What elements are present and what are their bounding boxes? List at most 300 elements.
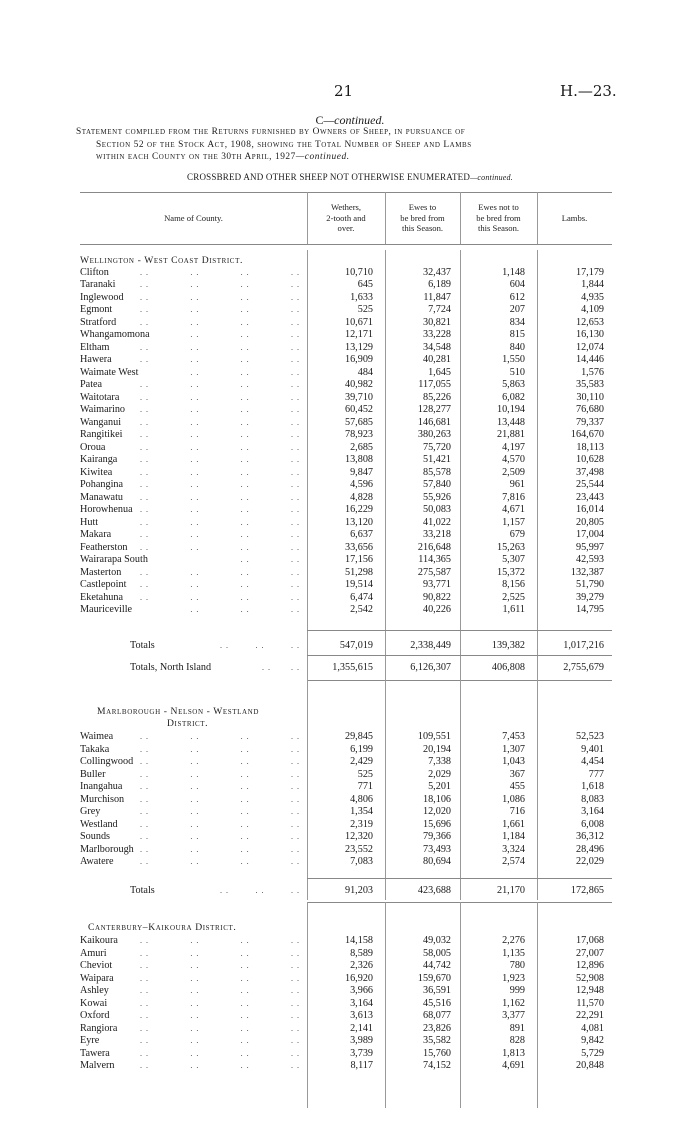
county-name: Murchison <box>80 793 125 805</box>
county-name: Totals <box>130 885 155 896</box>
leader-dots <box>140 567 300 579</box>
leader-dots <box>140 781 300 793</box>
table-row <box>0 1048 700 1060</box>
lambs-value: 35,583 <box>575 379 604 390</box>
ewes-not-bred-value: 5,307 <box>502 554 525 565</box>
table-row <box>0 731 700 743</box>
ewes-not-bred-value: 6,082 <box>502 391 525 403</box>
county-name: Pohangina <box>80 479 124 490</box>
ewes-not-bred-value: 1,162 <box>502 997 525 1009</box>
lambs-value: 39,279 <box>575 591 604 603</box>
county-name: Waimate West <box>80 366 139 378</box>
leader-dot-group: . . <box>290 530 300 539</box>
ewes-bred-value: 12,020 <box>422 806 451 817</box>
leader-dot-group: . . <box>240 948 250 958</box>
ewes-bred-value: 23,826 <box>422 1022 451 1034</box>
leader-dot-group: . . <box>290 819 300 829</box>
district-heading: Wellington - West Coast District. <box>80 255 243 266</box>
ewes-not-bred-value: 15,263 <box>496 541 525 553</box>
leader-dot-group: . . <box>190 405 200 414</box>
table-row <box>0 794 700 806</box>
header-line: Name of County. <box>164 212 223 223</box>
table-row <box>0 492 700 504</box>
leader-dot-group: . . <box>240 342 250 352</box>
leader-dot-group: . . <box>190 467 200 477</box>
leader-dot-group: . . <box>240 832 250 841</box>
totals-top-rule <box>307 878 612 879</box>
header-bottom-rule <box>80 244 612 245</box>
county-name: Horowhenua <box>80 504 133 515</box>
wethers-value: 6,199 <box>350 743 373 755</box>
wethers-value: 3,164 <box>350 997 373 1009</box>
ewes-bred-value: 35,582 <box>422 1035 451 1046</box>
table-row <box>0 756 700 768</box>
header-line: 2-tooth and <box>326 212 366 223</box>
wethers-value: 78,923 <box>344 429 373 440</box>
leader-dots <box>140 744 300 756</box>
leader-dot-group: . . <box>290 732 300 741</box>
ewes-bred-value: 73,493 <box>422 843 451 855</box>
leader-dot-group: . . <box>240 567 250 577</box>
ewes-bred-value: 423,688 <box>417 885 451 896</box>
ewes-bred-value: 44,742 <box>422 960 451 971</box>
grand-total-top-rule <box>307 655 612 656</box>
lambs-value: 14,446 <box>575 354 604 365</box>
lambs-value: 6,008 <box>581 818 604 830</box>
ewes-bred-value: 33,218 <box>422 529 451 540</box>
wethers-value: 8,589 <box>350 947 373 959</box>
table-row <box>0 442 700 454</box>
ewes-not-bred-value: 1,661 <box>502 818 525 830</box>
leader-dot-group: . . <box>240 455 250 464</box>
leader-dot-group: . . <box>240 392 250 402</box>
leader-dot-group: . . <box>140 857 149 866</box>
leader-dot-group: . . <box>240 1048 250 1058</box>
ewes-not-bred-value: 604 <box>509 279 525 290</box>
wethers-value: 12,171 <box>344 329 373 340</box>
table-row <box>0 329 700 341</box>
wethers-value: 1,633 <box>350 291 373 303</box>
ewes-bred-value: 275,587 <box>417 566 451 578</box>
leader-dot-group: . . <box>290 807 300 816</box>
leader-dot-group: . . <box>240 844 250 854</box>
leader-dot-group: . . <box>240 292 250 302</box>
wethers-value: 2,429 <box>350 756 373 767</box>
table-row <box>0 417 700 429</box>
ewes-not-bred-value: 13,448 <box>496 416 525 428</box>
leader-dot-group: . . <box>255 641 265 650</box>
table-row <box>0 948 700 960</box>
leader-dots <box>140 769 300 781</box>
leader-dot-group: . . <box>290 392 300 402</box>
ewes-bred-value: 58,005 <box>422 947 451 959</box>
table-row <box>0 342 700 354</box>
leader-dots <box>140 1035 300 1047</box>
ewes-not-bred-value: 1,184 <box>502 831 525 842</box>
leader-dot-group: . . <box>140 442 149 452</box>
county-name: Waipara <box>80 972 114 984</box>
leader-dot-group: . . <box>290 317 300 327</box>
leader-dot-group: . . <box>290 948 300 958</box>
ewes-not-bred-value: 679 <box>509 529 525 540</box>
ewes-not-bred-value: 612 <box>509 291 525 303</box>
leader-dot-group: . . <box>290 1011 300 1020</box>
leader-dot-group: . . <box>190 1048 200 1058</box>
ewes-not-bred-value: 3,377 <box>502 1010 525 1021</box>
section-letter: C <box>315 113 324 127</box>
leader-dots <box>140 1023 300 1035</box>
leader-dot-group: . . <box>290 769 300 779</box>
ewes-not-bred-value: 4,570 <box>502 454 525 465</box>
leader-dot-group: . . <box>190 530 200 539</box>
ewes-bred-value: 15,760 <box>422 1047 451 1059</box>
column-divider <box>385 250 386 680</box>
table-row <box>0 781 700 793</box>
leader-dot-group: . . <box>140 1023 149 1033</box>
leader-dots <box>140 948 300 960</box>
leader-dot-group: . . <box>140 505 149 514</box>
leader-dot-group: . . <box>290 380 300 389</box>
leader-dot-group: . . <box>290 267 300 277</box>
ewes-not-bred-value: 367 <box>509 768 525 780</box>
table-row <box>0 744 700 756</box>
category-suffix: —continued. <box>470 173 513 182</box>
leader-dot-group: . . <box>240 430 250 439</box>
statement-line-3 <box>76 151 616 164</box>
header-column-divider <box>385 192 386 244</box>
leader-dot-group: . . <box>240 592 250 602</box>
page-number: 21 <box>334 82 354 100</box>
wethers-value: 16,909 <box>344 354 373 365</box>
lambs-value: 28,496 <box>575 843 604 855</box>
wethers-value: 60,452 <box>344 404 373 415</box>
table-row <box>0 1023 700 1035</box>
leader-dot-group: . . <box>290 986 300 995</box>
district-heading: Marlborough - Nelson - Westland <box>97 706 259 717</box>
wethers-value: 40,982 <box>344 379 373 390</box>
leader-dot-group: . . <box>290 782 300 791</box>
leader-dot-group: . . <box>240 530 250 539</box>
leader-dots <box>140 731 300 743</box>
header-column-divider <box>460 192 461 244</box>
ewes-bred-value: 41,022 <box>422 516 451 528</box>
ewes-bred-value: 146,681 <box>417 416 451 428</box>
ewes-bred-value: 80,694 <box>422 856 451 867</box>
ewes-not-bred-value: 1,307 <box>502 743 525 755</box>
county-name: Malvern <box>80 1060 115 1071</box>
leader-dot-group: . . <box>290 794 300 804</box>
column-divider <box>537 250 538 680</box>
leader-dot-group: . . <box>140 317 149 327</box>
table-row <box>0 392 700 404</box>
leader-dot-group: . . <box>290 757 300 766</box>
wethers-value: 2,542 <box>350 604 373 615</box>
leader-dot-group: . . <box>240 857 250 866</box>
ewes-bred-value: 7,338 <box>428 756 451 767</box>
county-name: Waitotara <box>80 391 120 403</box>
leader-dot-group: . . <box>290 542 300 552</box>
lambs-value: 27,007 <box>575 947 604 959</box>
table-row <box>0 604 700 616</box>
leader-dot-group: . . <box>140 986 149 995</box>
column-divider <box>460 250 461 680</box>
leader-dots <box>140 756 300 768</box>
leader-dot-group: . . <box>190 592 200 602</box>
county-name: Westland <box>80 818 118 830</box>
leader-dot-group: . . <box>240 782 250 791</box>
wethers-value: 8,117 <box>350 1060 373 1071</box>
leader-dot-group: . . <box>220 886 229 895</box>
ewes-bred-value: 75,720 <box>422 441 451 453</box>
lambs-value: 42,593 <box>575 554 604 565</box>
table-row <box>0 819 700 831</box>
table-row <box>0 769 700 781</box>
ewes-not-bred-value: 815 <box>509 329 525 340</box>
leader-dot-group: . . <box>140 948 149 958</box>
table-row <box>0 844 700 856</box>
leader-dot-group: . . <box>240 517 250 527</box>
leader-dots <box>140 367 300 379</box>
ewes-bred-value: 109,551 <box>417 731 451 742</box>
lambs-value: 20,848 <box>575 1060 604 1071</box>
table-row <box>0 1035 700 1047</box>
leader-dot-group: . . <box>140 998 149 1008</box>
leader-dots <box>140 279 300 291</box>
leader-dots <box>140 429 300 441</box>
leader-dot-group: . . <box>140 936 149 945</box>
ewes-not-bred-value: 15,372 <box>496 566 525 578</box>
leader-dot-group: . . <box>290 844 300 854</box>
ewes-bred-value: 79,366 <box>422 831 451 842</box>
ewes-not-bred-value: 7,453 <box>502 731 525 742</box>
ewes-bred-value: 18,106 <box>422 793 451 805</box>
leader-dot-group: . . <box>140 305 149 314</box>
lambs-value: 52,908 <box>575 972 604 984</box>
table-row <box>0 592 700 604</box>
statement-suffix: —continued. <box>295 152 350 162</box>
leader-dot-group: . . <box>190 782 200 791</box>
leader-dot-group: . . <box>240 1036 250 1045</box>
leader-dot-group: . . <box>290 405 300 414</box>
table-row <box>0 985 700 997</box>
table-row <box>0 542 700 554</box>
wethers-value: 12,320 <box>344 831 373 842</box>
leader-dots <box>140 517 300 529</box>
leader-dot-group: . . <box>240 973 250 983</box>
ewes-not-bred-value: 999 <box>509 985 525 996</box>
header-wethers <box>307 202 385 234</box>
county-name: Waimarino <box>80 404 126 415</box>
leader-dot-group: . . <box>290 342 300 352</box>
leader-dots <box>140 960 300 972</box>
ewes-bred-value: 159,670 <box>417 972 451 984</box>
leader-dot-group: . . <box>190 292 200 302</box>
county-name: Tawera <box>80 1047 110 1059</box>
lambs-value: 4,081 <box>581 1022 604 1034</box>
leader-dot-group: . . <box>290 592 300 602</box>
leader-dot-group: . . <box>290 367 300 377</box>
table-row <box>0 998 700 1010</box>
leader-dot-group: . . <box>190 732 200 741</box>
ewes-not-bred-value: 1,611 <box>502 604 525 615</box>
leader-dots <box>140 304 300 316</box>
leader-dots <box>220 640 300 652</box>
leader-dots <box>140 392 300 404</box>
category-text: CROSSBRED AND OTHER SHEEP NOT OTHERWISE ENUMERATED <box>187 172 471 182</box>
wethers-value: 13,129 <box>344 341 373 353</box>
wethers-value: 525 <box>357 304 373 315</box>
table-row <box>0 267 700 279</box>
header-line: be bred from <box>476 212 521 223</box>
ewes-bred-value: 50,083 <box>422 504 451 515</box>
leader-dot-group: . . <box>140 405 149 414</box>
header-lambs <box>537 213 612 224</box>
leader-dot-group: . . <box>140 1048 149 1058</box>
ewes-not-bred-value: 840 <box>509 341 525 353</box>
leader-dots <box>140 819 300 831</box>
leader-dot-group: . . <box>190 769 200 779</box>
wethers-value: 3,989 <box>350 1035 373 1046</box>
leader-dot-group: . . <box>140 832 149 841</box>
leader-dot-group: . . <box>140 542 149 552</box>
ewes-bred-value: 49,032 <box>422 935 451 946</box>
leader-dot-group: . . <box>190 807 200 816</box>
wethers-value: 4,828 <box>350 491 373 503</box>
leader-dot-group: . . <box>240 542 250 552</box>
ewes-not-bred-value: 8,156 <box>502 579 525 590</box>
lambs-value: 10,628 <box>575 454 604 465</box>
ewes-not-bred-value: 1,923 <box>502 972 525 984</box>
county-name: Amuri <box>80 947 107 959</box>
leader-dot-group: . . <box>190 1011 200 1020</box>
leader-dot-group: . . <box>240 280 250 289</box>
leader-dot-group: . . <box>190 355 200 364</box>
wethers-value: 1,355,615 <box>332 662 373 673</box>
leader-dots <box>140 604 300 616</box>
table-row <box>0 973 700 985</box>
leader-dot-group: . . <box>240 794 250 804</box>
county-name: Patea <box>80 379 103 390</box>
leader-dot-group: . . <box>190 280 200 289</box>
ewes-bred-value: 40,226 <box>422 604 451 615</box>
lambs-value: 4,935 <box>581 291 604 303</box>
ewes-bred-value: 45,516 <box>422 997 451 1009</box>
lambs-value: 9,401 <box>581 743 604 755</box>
county-name: Rangiora <box>80 1022 118 1034</box>
ewes-not-bred-value: 139,382 <box>491 640 525 651</box>
wethers-value: 484 <box>357 366 373 378</box>
wethers-value: 9,847 <box>350 466 373 478</box>
ewes-not-bred-value: 5,863 <box>502 379 525 390</box>
leader-dots <box>140 467 300 479</box>
ewes-bred-value: 68,077 <box>422 1010 451 1021</box>
leader-dot-group: . . <box>240 505 250 514</box>
table-row <box>0 960 700 972</box>
leader-dot-group: . . <box>290 505 300 514</box>
lambs-value: 17,068 <box>575 935 604 946</box>
leader-dot-group: . . <box>240 467 250 477</box>
wethers-value: 1,354 <box>350 806 373 817</box>
leader-dot-group: . . <box>140 732 149 741</box>
leader-dot-group: . . <box>190 505 200 514</box>
leader-dot-group: . . <box>140 492 149 502</box>
table-row <box>0 504 700 516</box>
leader-dot-group: . . <box>190 794 200 804</box>
lambs-value: 4,109 <box>581 304 604 315</box>
leader-dot-group: . . <box>290 355 300 364</box>
header-line: this Season. <box>401 223 444 234</box>
leader-dot-group: . . <box>140 517 149 527</box>
ewes-not-bred-value: 4,691 <box>502 1060 525 1071</box>
leader-dot-group: . . <box>140 480 149 489</box>
leader-dot-group: . . <box>140 592 149 602</box>
leader-dot-group: . . <box>140 467 149 477</box>
leader-dot-group: . . <box>240 819 250 829</box>
lambs-value: 5,729 <box>581 1047 604 1059</box>
ewes-not-bred-value: 4,197 <box>502 441 525 453</box>
county-name: Featherston <box>80 541 128 553</box>
leader-dot-group: . . <box>140 292 149 302</box>
leader-dots <box>220 885 300 897</box>
county-name: Eltham <box>80 341 110 353</box>
leader-dot-group: . . <box>140 417 149 427</box>
leader-dot-group: . . <box>290 1048 300 1058</box>
table-row <box>0 354 700 366</box>
leader-dot-group: . . <box>240 355 250 364</box>
county-name: Grey <box>80 806 101 817</box>
leader-dot-group: . . <box>190 267 200 277</box>
ewes-not-bred-value: 406,808 <box>491 662 525 673</box>
leader-dot-group: . . <box>240 492 250 502</box>
leader-dot-group: . . <box>255 886 265 895</box>
leader-dots <box>140 404 300 416</box>
leader-dot-group: . . <box>240 267 250 277</box>
wethers-value: 57,685 <box>344 416 373 428</box>
table-row <box>0 856 700 868</box>
ewes-bred-value: 55,926 <box>422 491 451 503</box>
leader-dot-group: . . <box>290 517 300 527</box>
leader-dot-group: . . <box>190 986 200 995</box>
leader-dots <box>140 935 300 947</box>
county-name: Inglewood <box>80 291 124 303</box>
wethers-value: 525 <box>357 768 373 780</box>
ewes-bred-value: 33,228 <box>422 329 451 340</box>
county-name: Mauriceville <box>80 604 133 615</box>
county-name: Inangahua <box>80 781 123 792</box>
wethers-value: 6,474 <box>350 591 373 603</box>
table-row <box>0 579 700 591</box>
lambs-value: 172,865 <box>570 885 604 896</box>
wethers-value: 14,158 <box>344 935 373 946</box>
leader-dot-group: . . <box>190 605 200 614</box>
north-island-totals-row <box>0 662 700 674</box>
ewes-bred-value: 1,645 <box>428 366 451 378</box>
ewes-bred-value: 20,194 <box>422 743 451 755</box>
leader-dot-group: . . <box>190 961 200 970</box>
leader-dot-group: . . <box>190 492 200 502</box>
table-row <box>0 1060 700 1072</box>
leader-dot-group: . . <box>240 961 250 970</box>
leader-dot-group: . . <box>290 936 300 945</box>
wethers-value: 10,671 <box>344 316 373 328</box>
county-name: Kowai <box>80 997 108 1009</box>
table-row <box>0 304 700 316</box>
table-row <box>0 567 700 579</box>
lambs-value: 1,618 <box>581 781 604 792</box>
leader-dots <box>140 554 300 566</box>
leader-dot-group: . . <box>290 417 300 427</box>
statement-line-3-text: within each County on the 30th April, 1927 <box>96 152 296 162</box>
